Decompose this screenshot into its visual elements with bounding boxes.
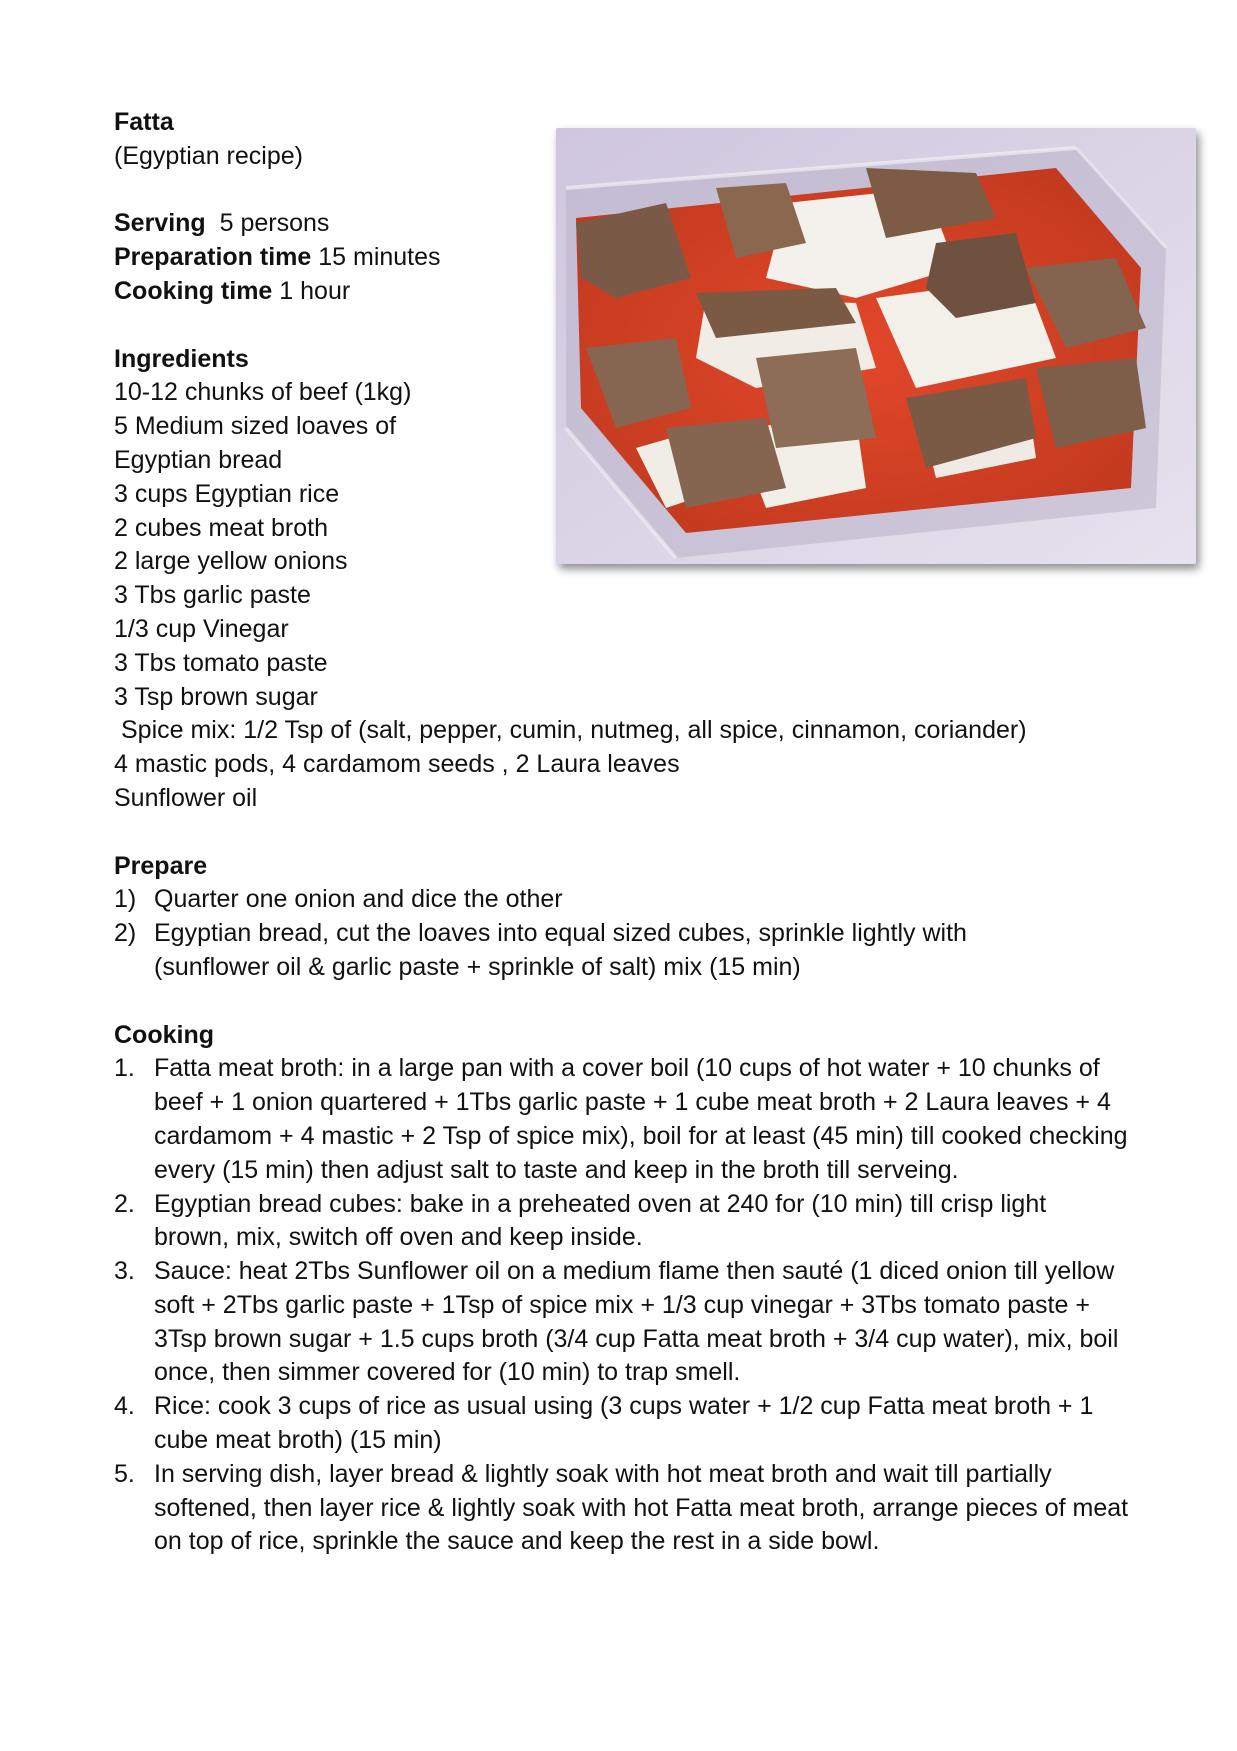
step-number: 3. (114, 1257, 135, 1286)
cooking-step (114, 1458, 1139, 1559)
ingredient-item: 3 cups Egyptian rice (114, 479, 340, 508)
ingredient-item: 2 cubes meat broth (114, 513, 329, 542)
ingredient-item: 10-12 chunks of beef (1kg) (114, 378, 412, 407)
serving-value: 5 persons (219, 209, 330, 238)
cooking-step (114, 1390, 1124, 1458)
step-number: 4. (114, 1392, 135, 1421)
ingredient-item: Egyptian bread (114, 445, 283, 474)
cook-time-value: 1 hour (279, 276, 351, 305)
cook-time-label: Cooking time (114, 276, 273, 305)
recipe-document (114, 106, 1154, 1559)
step-text: Egyptian bread cubes: bake in a preheated oven at 240 for (10 min) till crisp light brown, mix, switch off oven and keep inside. (154, 1189, 1047, 1252)
cooking-step (114, 1188, 1104, 1256)
recipe-title: Fatta (114, 108, 174, 136)
step-text: Quarter one onion and dice the other (154, 885, 563, 914)
prep-time-label: Preparation time (114, 243, 312, 272)
cooking-steps (114, 1052, 1139, 1559)
prep-time-value: 15 minutes (318, 243, 441, 272)
step-text: Rice: cook 3 cups of rice as usual using (3 cups water + 1/2 cup Fatta meat broth + 1 cube meat broth) (15 min) (154, 1392, 1094, 1455)
ingredient-item: 4 mastic pods, 4 cardamom seeds , 2 Laura leaves (114, 750, 680, 779)
ingredient-item: 2 large yellow onions (114, 547, 348, 576)
ingredient-item: 5 Medium sized loaves of (114, 412, 397, 441)
ingredient-item: Sunflower oil (114, 783, 258, 812)
step-text: Egyptian bread, cut the loaves into equal sized cubes, sprinkle lightly with (sunflower oil & garlic paste + sprinkle of salt) mix (15 min) (154, 919, 967, 981)
cooking-step (114, 1052, 1139, 1187)
cooking-step (114, 1255, 1139, 1390)
serving-row (114, 207, 1154, 241)
ingredients-list (114, 376, 1154, 815)
step-text: In serving dish, layer bread & lightly soak with hot meat broth and wait till partially softened, then layer rice & lightly soak with hot Fatta meat broth, arrange pieces of meat on top of rice, sprinkle the sauce and keep the rest in a side bowl. (154, 1459, 1129, 1556)
prepare-heading: Prepare (114, 851, 208, 880)
ingredient-item: 3 Tbs tomato paste (114, 648, 328, 677)
ingredient-item: 3 Tbs garlic paste (114, 581, 311, 610)
step-number: 5. (114, 1459, 135, 1488)
step-text: Sauce: heat 2Tbs Sunflower oil on a medium flame then sauté (1 diced onion till yellow soft + 2Tbs garlic paste + 1Tsp of spice mix + 1/3 cup vinegar + 3Tbs tomato paste + 3Tsp brown sugar + 1.5 cups broth (3/4 cup Fatta meat broth + 3/4 cup water), mix, boil once, then simmer covered for (10 min) to trap smell. (154, 1257, 1119, 1387)
ingredients-heading: Ingredients (114, 344, 249, 373)
ingredient-item: Spice mix: 1/2 Tsp of (salt, pepper, cumin, nutmeg, all spice, cinnamon, coriander) (121, 716, 1027, 745)
ingredient-item: 3 Tsp brown sugar (114, 682, 318, 711)
ingredient-item: 1/3 cup Vinegar (114, 614, 289, 643)
cook-time-row (114, 275, 1154, 309)
prepare-step (114, 883, 1139, 917)
step-text: Fatta meat broth: in a large pan with a cover boil (10 cups of hot water + 10 chunks of beef + 1 onion quartered + 1Tbs garlic paste + 1 cube meat broth + 2 Laura leaves + 4 cardamom + 4 mastic + 2 Tsp of spice mix), boil for at least (45 min) till cooked checking every (15 min) then adjust salt to taste and keep in the broth till serveing. (154, 1054, 1128, 1184)
recipe-subtitle: (Egyptian recipe) (114, 141, 303, 170)
serving-label: Serving (114, 209, 206, 238)
step-number: 1) (114, 885, 137, 914)
prepare-steps (114, 883, 1139, 984)
step-number: 2) (114, 919, 137, 948)
step-number: 1. (114, 1054, 135, 1083)
cooking-heading: Cooking (114, 1020, 214, 1049)
step-number: 2. (114, 1189, 135, 1218)
prepare-step (114, 917, 1074, 985)
prep-time-row (114, 241, 1154, 275)
